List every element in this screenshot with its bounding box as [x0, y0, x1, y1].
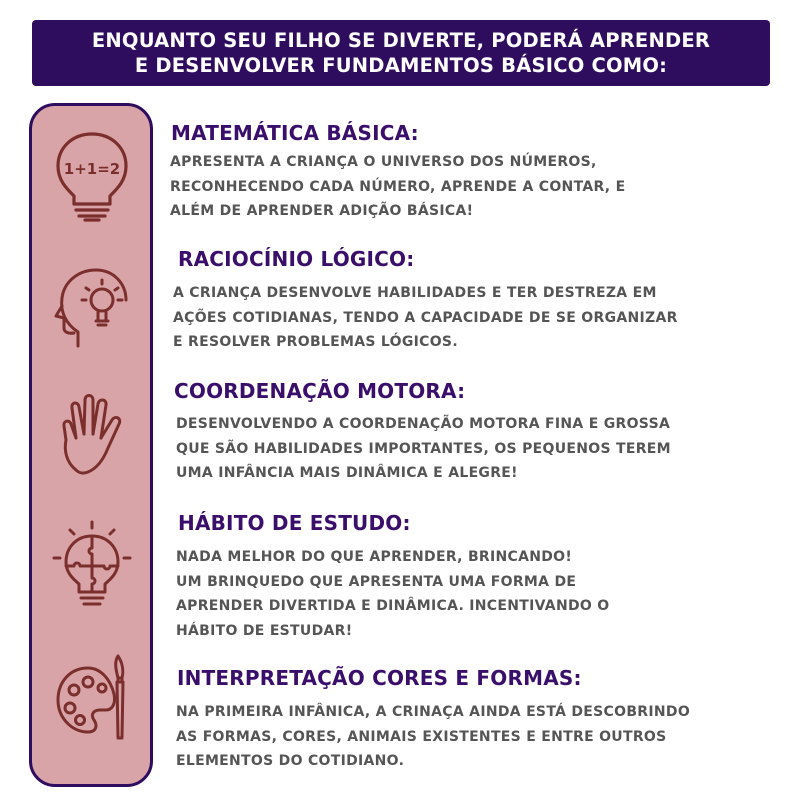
- header-line-2: E DESENVOLVER FUNDAMENTOS BÁSICO COMO:: [134, 54, 668, 77]
- icon-column: [29, 103, 153, 787]
- hand-icon: [52, 388, 132, 484]
- section-body-line: AÇÕES COTIDIANAS, TENDO A CAPACIDADE DE SE ORGANIZAR: [173, 309, 678, 326]
- section-body-line: A CRIANÇA DESENVOLVE HABILIDADES E TER DESTREZA EM: [173, 285, 657, 301]
- section-body-line: NA PRIMEIRA INFÂNICA, A CRINAÇA AINDA ESTÁ DESCOBRINDO: [176, 704, 691, 720]
- section-title-coordenacao: COORDENAÇÃO MOTORA:: [174, 379, 466, 403]
- section-body-line: APRENDER DIVERTIDA E DINÂMICA. INCENTIVANDO O: [176, 598, 610, 614]
- section-body-interpretacao: [176, 700, 690, 774]
- section-body-line: AS FORMAS, CORES, ANIMAIS EXISTENTES E ENTRE OUTROS: [176, 728, 667, 745]
- section-title-interpretacao: INTERPRETAÇÃO CORES E FORMAS:: [177, 666, 582, 690]
- section-body-line: ALÉM DE APRENDER ADIÇÃO BÁSICA!: [170, 203, 474, 219]
- section-title-matematica: MATEMÁTICA BÁSICA:: [171, 121, 419, 145]
- paint-palette-icon: [52, 648, 132, 744]
- section-body-coordenacao: [176, 412, 671, 486]
- puzzle-lightbulb-icon: [52, 518, 132, 614]
- section-body-line: E RESOLVER PROBLEMAS LÓGICOS.: [173, 334, 458, 350]
- lightbulb-math-icon: [52, 128, 132, 224]
- header-line-1: ENQUANTO SEU FILHO SE DIVERTE, PODERÁ APRENDER: [91, 29, 711, 52]
- section-body-line: QUE SÃO HABILIDADES IMPORTANTES, OS PEQUENOS TEREM: [176, 440, 671, 457]
- section-body-line: HÁBITO DE ESTUDAR!: [176, 622, 353, 639]
- lightbulb-math-label: 1+1=2: [63, 160, 121, 178]
- section-body-line: RECONHECENDO CADA NÚMERO, APRENDE A CONTAR, E: [170, 178, 626, 195]
- head-lightbulb-icon: [52, 258, 132, 354]
- header-banner: [32, 20, 770, 86]
- section-body-line: NADA MELHOR DO QUE APRENDER, BRINCANDO!: [176, 549, 573, 565]
- section-title-habito: HÁBITO DE ESTUDO:: [178, 511, 411, 535]
- section-body-line: UMA INFÂNCIA MAIS DINÂMICA E ALEGRE!: [176, 465, 518, 481]
- section-title-raciocinio: RACIOCÍNIO LÓGICO:: [178, 247, 415, 271]
- section-body-line: DESENVOLVENDO A COORDENAÇÃO MOTORA FINA E GROSSA: [176, 416, 671, 432]
- section-body-line: UM BRINQUEDO QUE APRESENTA UMA FORMA DE: [176, 573, 577, 590]
- section-body-matematica: [170, 150, 625, 224]
- section-body-line: APRESENTA A CRIANÇA O UNIVERSO DOS NÚMEROS,: [170, 154, 597, 170]
- section-body-raciocinio: [173, 281, 678, 355]
- section-body-line: ELEMENTOS DO COTIDIANO.: [176, 753, 405, 769]
- section-body-habito: [176, 545, 609, 643]
